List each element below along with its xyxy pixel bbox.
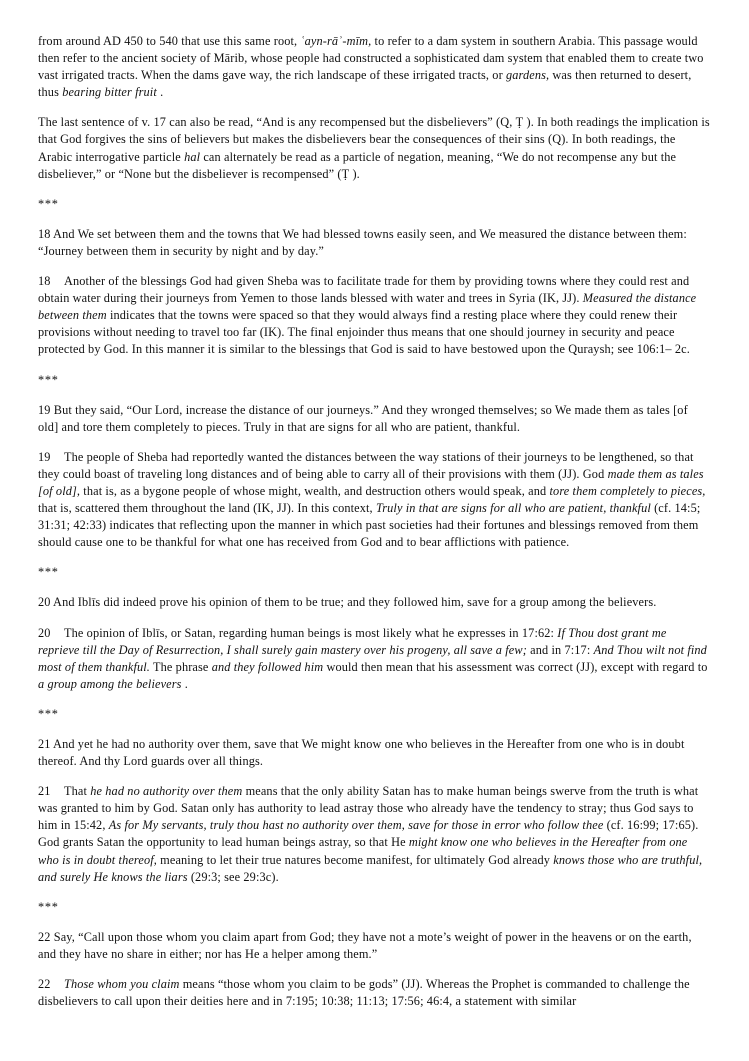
text-column xyxy=(38,33,711,1010)
commentary-22 xyxy=(38,976,711,1010)
commentary-21-run-1: That xyxy=(64,784,91,799)
separator-2: *** xyxy=(38,372,59,387)
commentary-20-run-0: 20 xyxy=(38,625,51,640)
commentary-19-run-6: Truly in that are signs for all who are patient, thankful xyxy=(375,501,651,516)
commentary-21-run-4: As for My servants, truly thou hast no authority over them, save for those in error who follow thee xyxy=(108,818,604,833)
paragraph-marib-dam-run-4: was then returned to desert, thus xyxy=(38,68,692,100)
separator-1: *** xyxy=(38,196,59,211)
commentary-21-run-2: he had no authority over them xyxy=(90,784,243,799)
commentary-20 xyxy=(38,625,711,693)
paragraph-marib-dam-run-3: gardens, xyxy=(505,68,550,83)
commentary-21-run-6: might know one who believes in the Hereafter from one who is in doubt thereof, xyxy=(38,835,688,867)
commentary-20-run-2: If Thou dost grant me reprieve till the Day of Resurrection, I shall surely gain mastery over his progeny, all save a few; xyxy=(38,625,667,657)
commentary-20-run-3: and in 7:17: xyxy=(526,642,594,657)
commentary-19-run-0: 19 xyxy=(38,449,51,464)
commentary-19-run-3: that is, as a bygone people of whose might, wealth, and destruction others would speak, and xyxy=(80,483,550,498)
paragraph-last-sentence-v17 xyxy=(38,114,711,182)
paragraph-last-sentence-v17-run-2: can alternately be read as a particle of negation, meaning, “We do not recompense any but the disbeliever,” or “None but the disbeliever is recompensed” (Ṭ ). xyxy=(38,149,677,181)
commentary-18 xyxy=(38,273,711,358)
commentary-18-run-3: indicates that the towns were spaced so that they would always find a resting place where they could renew their provisions without needing to travel too far (IK). The final enjoinder thus means that one should journey in security and peace protected by God. In this manner it is similar to the blessings that God is said to have bestowed upon the Quraysh; see 106:1– 2c. xyxy=(38,308,690,357)
commentary-18-run-0: 18 xyxy=(38,274,51,289)
separator-4: *** xyxy=(38,706,59,721)
separator-3: *** xyxy=(38,565,59,580)
paragraph-marib-dam-run-1: ʿayn-rāʾ-mīm, xyxy=(300,34,372,48)
separator-5: *** xyxy=(38,899,59,914)
commentary-21-run-7: meaning to let their true natures become manifest, for ultimately God already xyxy=(156,852,554,867)
verse-20-text-run-0: 20 And Iblīs did indeed prove his opinion of them to be true; and they followed him, save for a group among the believers. xyxy=(38,595,657,610)
verse-19-text xyxy=(38,402,711,436)
commentary-19 xyxy=(38,449,711,552)
verse-20-text xyxy=(38,594,711,611)
commentary-22-run-2: means “those whom you claim to be gods” (JJ). Whereas the Prophet is commanded to challenge the disbelievers to call upon their deities here and in 7:195; 10:38; 11:13; 17:56; 46:4, a statement with similar xyxy=(38,977,690,1009)
commentary-20-run-9: . xyxy=(181,676,188,691)
commentary-22-run-0: 22 xyxy=(38,977,51,992)
commentary-21-run-5: (cf. 16:99; 17:65). God grants Satan the opportunity to lead human beings astray, so that He xyxy=(38,818,699,850)
commentary-18-run-1: Another of the blessings God had given Sheba was to facilitate trade for them by providing towns where they could rest and obtain water during their journeys from Yemen to those lands blessed with water and trees in Syria (IK, JJ). xyxy=(38,274,690,306)
verse-21-text xyxy=(38,736,711,770)
paragraph-marib-dam-run-6: . xyxy=(156,85,164,100)
verse-19-text-run-0: 19 But they said, “Our Lord, increase the distance of our journeys.” And they wronged themselves; so We made them as tales [of old] and tore them completely to pieces. Truly in that are signs for all who are patient, thankful. xyxy=(38,402,688,434)
commentary-21-run-9: (29:3; see 29:3c). xyxy=(187,869,279,884)
commentary-19-run-5: that is, scattered them throughout the land (IK, JJ). In this context, xyxy=(38,501,376,516)
paragraph-last-sentence-v17-run-0: The last sentence of v. 17 can also be read, “And is any recompensed but the disbelievers” (Q, Ṭ ). In both readings the implication is that God forgives the sins of believers but makes the disbelievers bear the consequences of their sins (Q). In both readings, the Arabic interrogative particle xyxy=(38,115,710,164)
commentary-21-run-3: means that the only ability Satan has to make human beings swerve from the truth is what was granted to him by God. Satan only has authority to lead astray those who already have the tendency to stray; thus God says to him in 15:42, xyxy=(38,784,699,833)
commentary-22-run-1: Those whom you claim xyxy=(64,977,180,992)
verse-22-text xyxy=(38,929,711,963)
commentary-20-run-1: The opinion of Iblīs, or Satan, regarding human beings is most likely what he expresses in 17:62: xyxy=(64,625,558,640)
verse-21-text-run-0: 21 And yet he had no authority over them, save that We might know one who believes in the Hereafter from one who is in doubt thereof. And thy Lord guards over all things. xyxy=(38,737,685,769)
paragraph-marib-dam-run-2: to refer to a dam system in southern Arabia. This passage would then refer to the ancient society of Mārib, whose people had constructed a sophisticated dam system that enabled them to create two vast irrigated tracts. When the dams gave way, the rich landscape of these irrigated tracts, or xyxy=(38,34,704,83)
commentary-21-run-0: 21 xyxy=(38,784,51,799)
commentary-21-run-8: knows those who are truthful, and surely He knows the liars xyxy=(38,852,703,884)
commentary-18-run-2: Measured the distance between them xyxy=(38,291,697,323)
paragraph-last-sentence-v17-run-1: hal xyxy=(184,149,201,164)
commentary-20-run-8: a group among the believers xyxy=(38,676,182,691)
commentary-19-run-1: The people of Sheba had reportedly wanted the distances between the way stations of their journeys to be lengthened, so that they could boast of traveling long distances and of being able to carry all of their provisions with them (JJ). God xyxy=(38,449,694,481)
paragraph-marib-dam-run-0: from around AD 450 to 540 that use this same root, xyxy=(38,34,301,48)
commentary-20-run-5: The phrase xyxy=(150,659,212,674)
commentary-19-run-7: (cf. 14:5; 31:31; 42:33) indicates that reflecting upon the manner in which past societies had their fortunes and blessings removed from them should cause one to be thankful for what one has received from God and to bear afflictions with patience. xyxy=(38,501,701,550)
paragraph-marib-dam xyxy=(38,33,711,101)
verse-18-text-run-0: 18 And We set between them and the towns that We had blessed towns easily seen, and We measured the distance between them: “Journey between them in security by night and by day.” xyxy=(38,226,687,258)
verse-18-text xyxy=(38,226,711,260)
commentary-20-run-7: would then mean that his assessment was correct (JJ), except with regard to xyxy=(323,659,708,674)
commentary-20-run-4: And Thou wilt not find most of them thankful. xyxy=(38,642,707,674)
commentary-21 xyxy=(38,783,711,886)
verse-22-text-run-0: 22 Say, “Call upon those whom you claim apart from God; they have not a mote’s weight of power in the heavens or on the earth, and they have no share in either; nor has He a helper among them.” xyxy=(38,929,692,961)
commentary-19-run-4: tore them completely to pieces, xyxy=(549,483,706,498)
commentary-19-run-2: made them as tales [of old], xyxy=(38,466,704,498)
paragraph-marib-dam-run-5: bearing bitter fruit xyxy=(62,85,157,100)
commentary-20-run-6: and they followed him xyxy=(211,659,324,674)
